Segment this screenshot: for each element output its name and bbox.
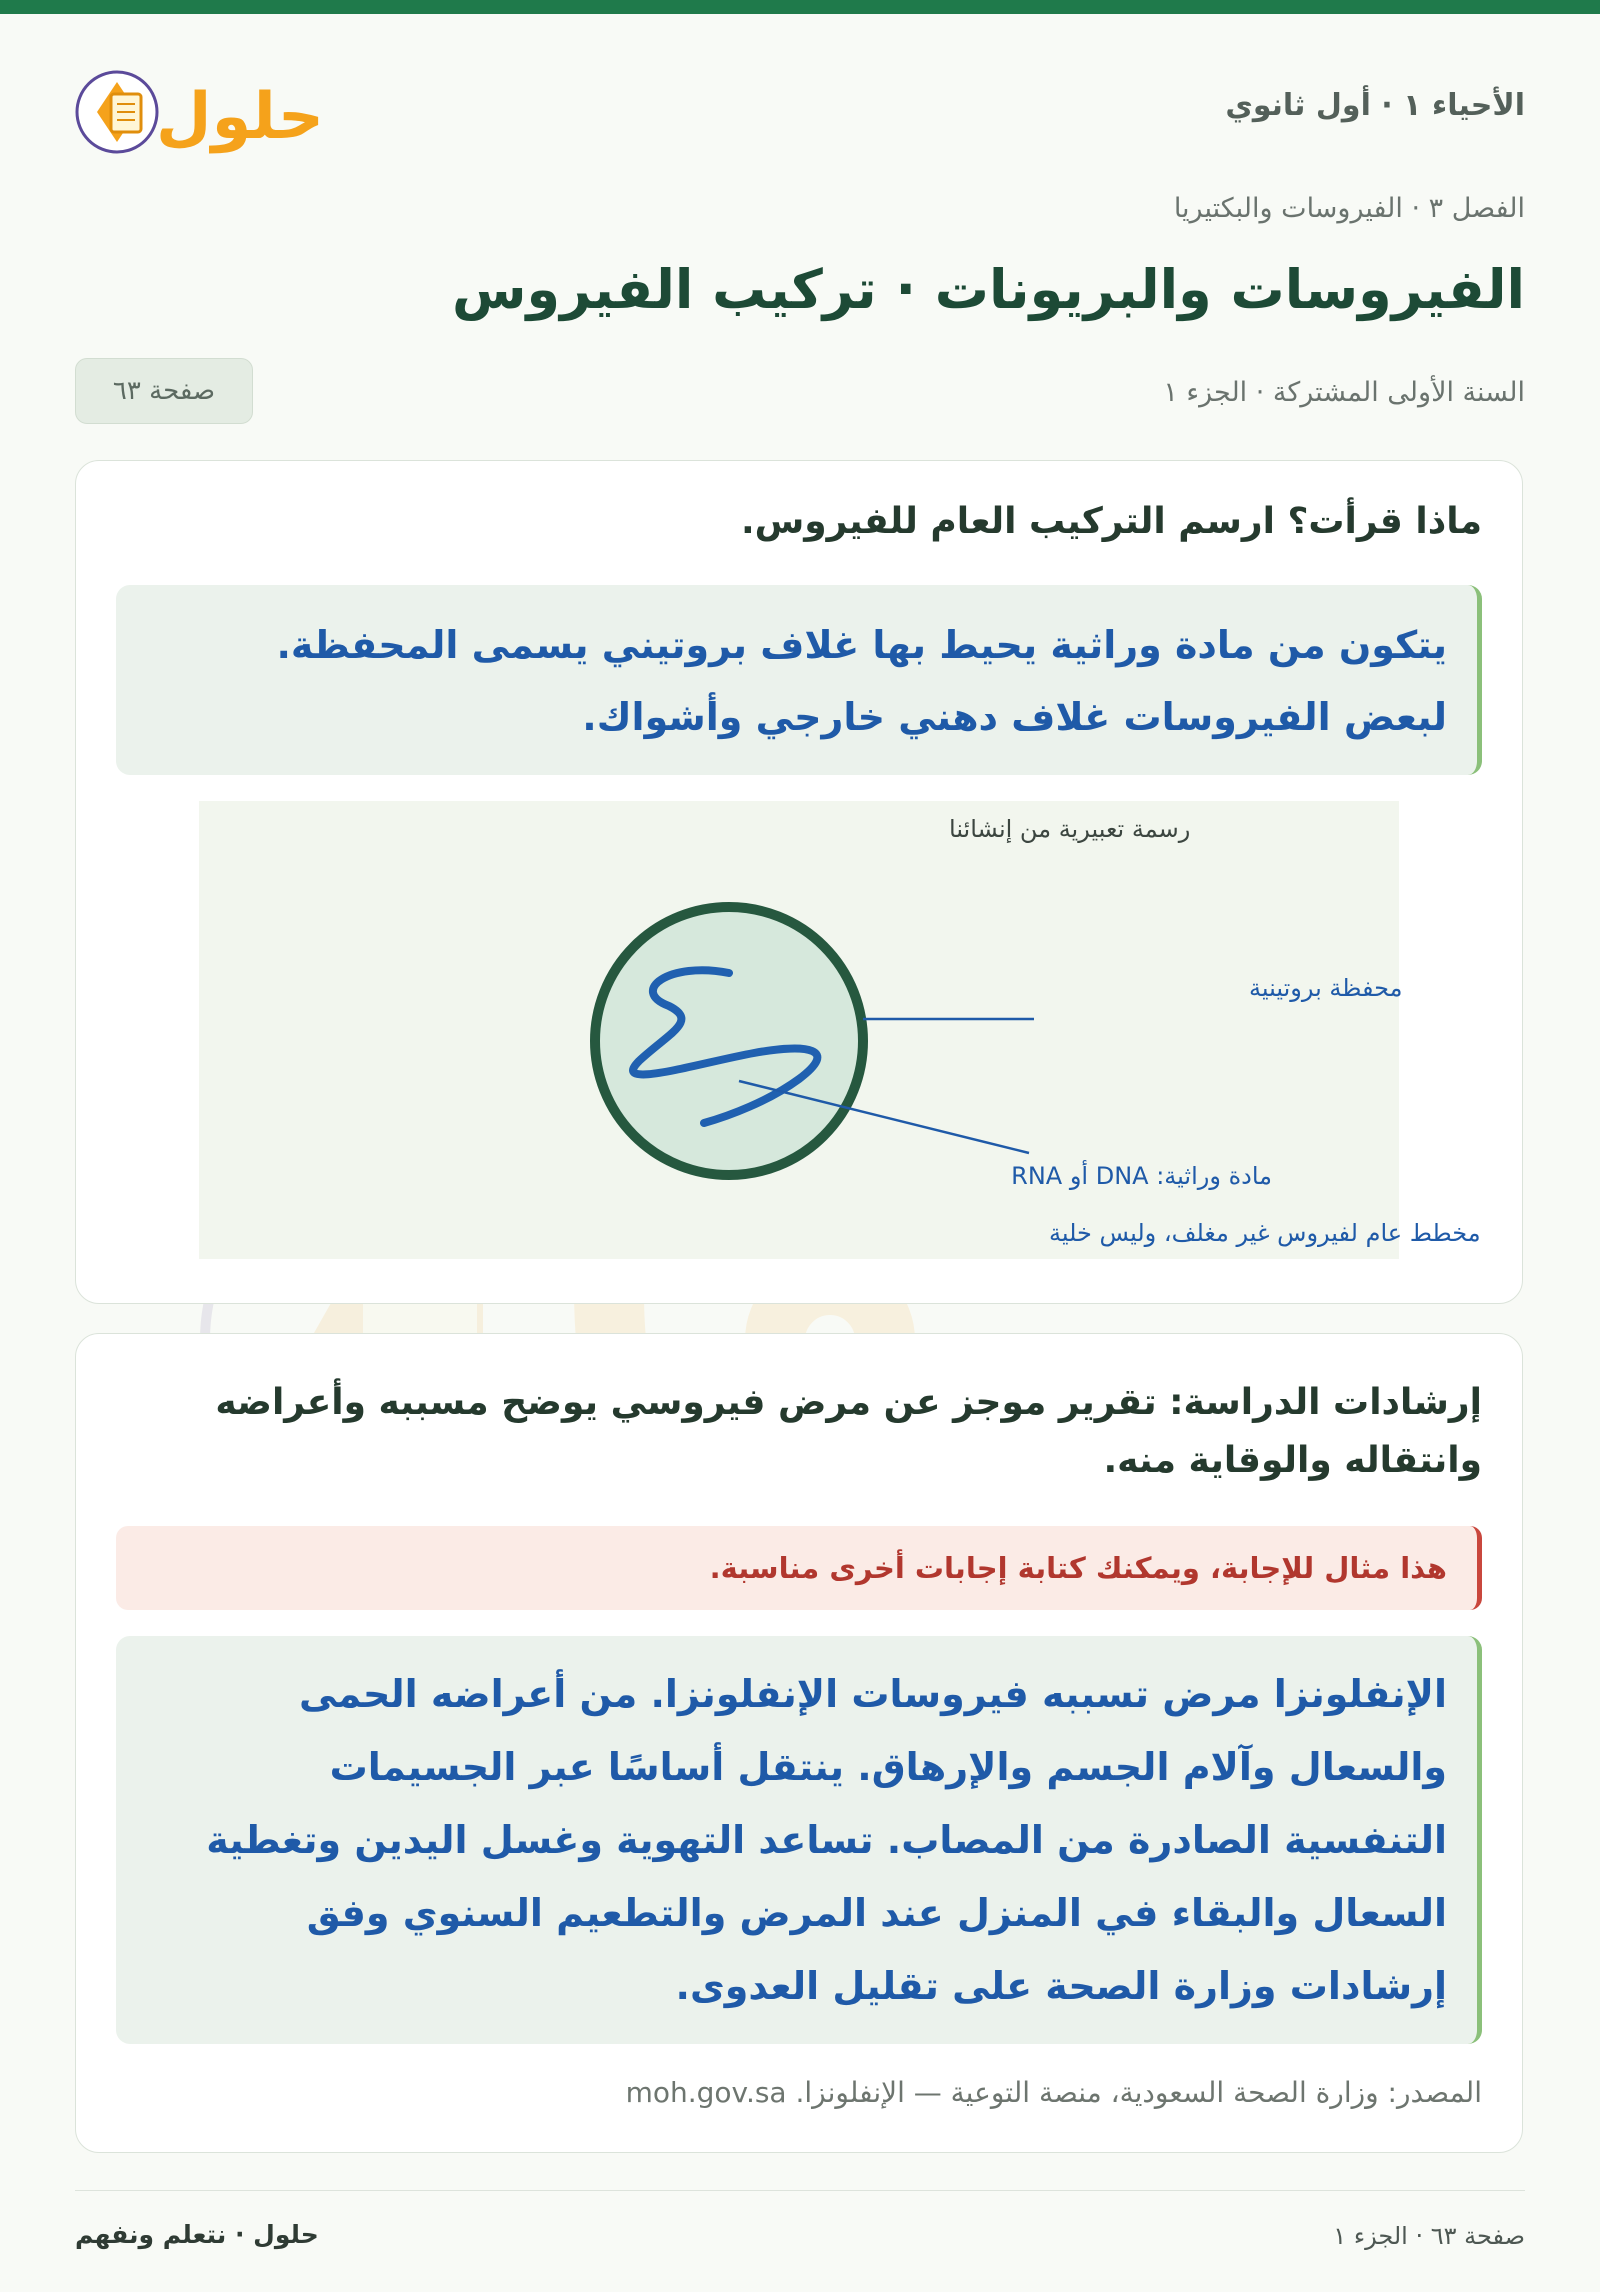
hulul-logo <box>75 60 335 160</box>
chapter-label: الفصل ٣ · الفيروسات والبكتيريا <box>1173 193 1525 224</box>
capsid-circle <box>595 907 863 1175</box>
question-card-structure <box>75 460 1523 1304</box>
question-1: ماذا قرأت؟ ارسم التركيب العام للفيروس. <box>740 501 1482 542</box>
footer-divider <box>75 2190 1525 2191</box>
subject-label: الأحياء ١ · أول ثانوي <box>1225 88 1525 123</box>
page-title: الفيروسات والبريونات · تركيب الفيروس <box>452 258 1525 321</box>
note-text: هذا مثال للإجابة، ويمكنك كتابة إجابات أخرى مناسبة. <box>709 1551 1447 1585</box>
source-citation: المصدر: وزارة الصحة السعودية، منصة التوعية — الإنفلونزا. moh.gov.sa <box>625 2076 1482 2109</box>
answer-2-text: الإنفلونزا مرض تسببه فيروسات الإنفلونزا. من أعراضه الحمى والسعال وآلام الجسم والإرهاق. ينتقل أساسًا عبر الجسيمات التنفسية الصادرة من المصاب. تساعد التهوية وغسل اليدين وتغطية السعال والبقاء في المنزل عند المرض والتطعيم السنوي وفق إرشادات وزارة الصحة على تقليل العدوى. <box>206 1672 1447 2008</box>
label-capsid: محفظة بروتينية <box>1249 974 1403 1002</box>
page-header <box>75 60 1525 160</box>
virus-diagram-svg <box>199 801 1481 1259</box>
logo-text: حلول <box>156 80 324 154</box>
question-2: إرشادات الدراسة: تقرير موجز عن مرض فيروسي يوضح مسببه وأعراضه وانتقاله والوقاية منه. <box>215 1382 1482 1481</box>
page-number-badge: صفحة ٦٣ <box>75 358 253 424</box>
answer-box-1 <box>116 585 1482 775</box>
label-genetic-material: RNA أو DNA :مادة وراثية <box>1011 1162 1272 1190</box>
answer-1-line-1: يتكون من مادة وراثية يحيط بها غلاف بروتيني يسمى المحفظة. <box>276 623 1447 667</box>
virus-diagram <box>199 801 1481 1259</box>
diagram-caption-top: رسمة تعبيرية من إنشائنا <box>949 815 1191 843</box>
answer-1-line-2: لبعض الفيروسات غلاف دهني خارجي وأشواك. <box>582 695 1447 740</box>
footer-brand: حلول · نتعلم ونفهم <box>75 2220 319 2249</box>
example-answer-note <box>116 1526 1482 1610</box>
top-accent-bar <box>0 0 1600 14</box>
diagram-caption-bottom: مخطط عام لفيروس غير مغلف، وليس خلية <box>1049 1219 1481 1247</box>
question-card-report <box>75 1333 1523 2153</box>
footer-page-info: صفحة ٦٣ · الجزء ١ <box>1333 2222 1525 2250</box>
answer-box-2 <box>116 1636 1482 2044</box>
book-meta: السنة الأولى المشتركة · الجزء ١ <box>1163 377 1525 408</box>
